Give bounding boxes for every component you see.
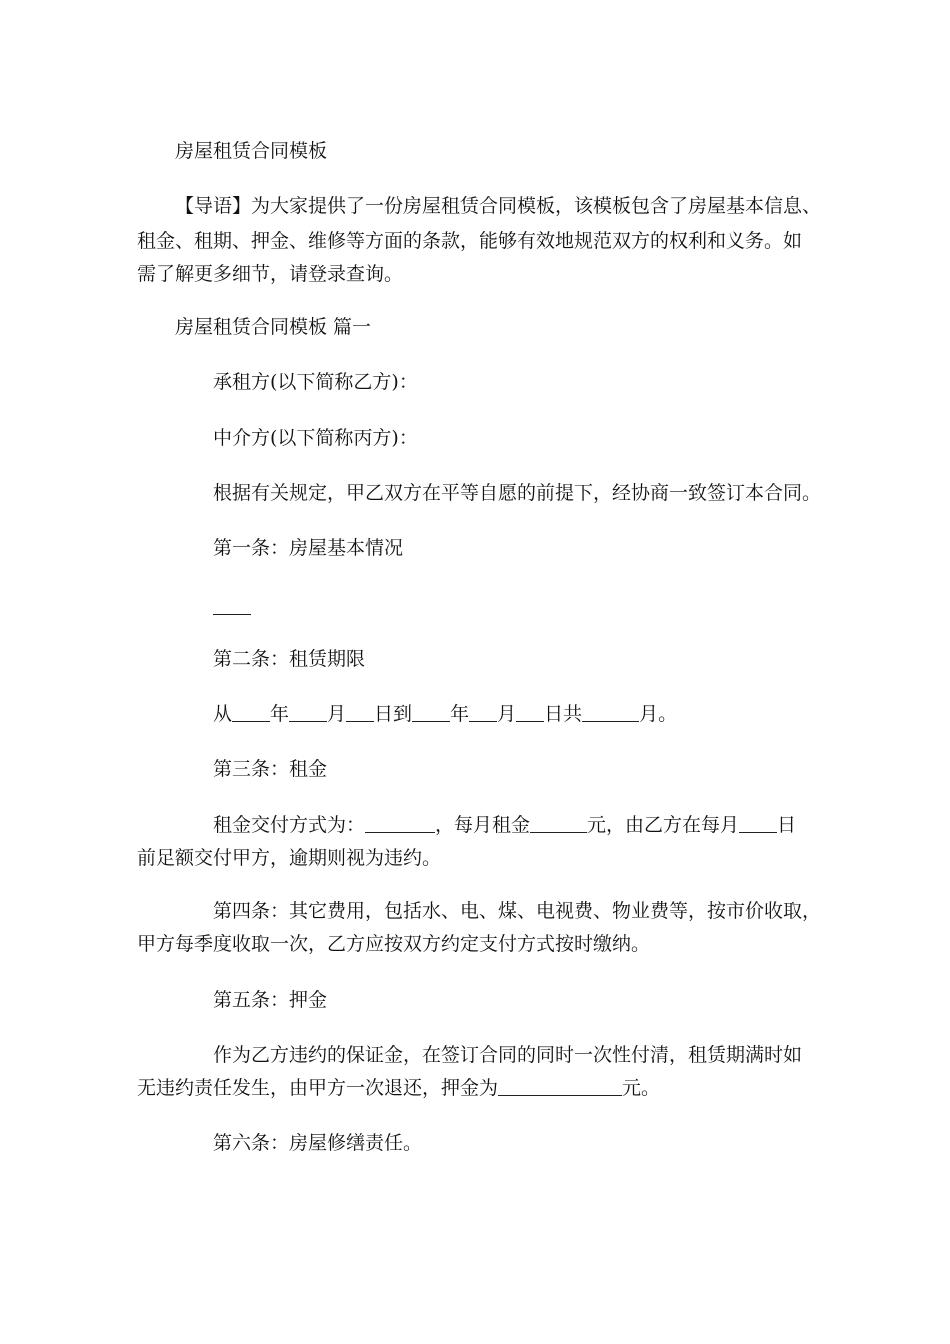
term-month1: 月 bbox=[327, 703, 347, 725]
rent-text-1: 租金交付方式为： bbox=[213, 814, 366, 836]
intro-line-2: 租金、租期、押金、维修等方面的条款，能够有效地规范双方的权利和义务。如 bbox=[137, 230, 803, 252]
blank-field bbox=[469, 702, 497, 722]
rent-text-2: ，每月租金 bbox=[435, 814, 531, 836]
term-day-to: 日到 bbox=[374, 703, 413, 725]
term-months-end: 月。 bbox=[639, 703, 678, 725]
party-b-line: 承租方(以下简称乙方)： bbox=[213, 371, 418, 393]
intro-line-1: 【导语】为大家提供了一份房屋租赁合同模板，该模板包含了房屋基本信息、 bbox=[175, 195, 822, 217]
document-title: 房屋租赁合同模板 bbox=[175, 140, 328, 162]
term-month2: 月 bbox=[497, 703, 517, 725]
rent-line-1 bbox=[213, 810, 796, 840]
article-2-heading: 第二条：租赁期限 bbox=[213, 648, 366, 670]
blank-field bbox=[530, 813, 587, 833]
deposit-line-1: 作为乙方违约的保证金，在签订合同的同时一次性付清，租赁期满时如 bbox=[213, 1044, 803, 1066]
article-1-heading: 第一条：房屋基本情况 bbox=[213, 537, 404, 559]
rent-text-4: 日 bbox=[777, 814, 797, 836]
blank-field bbox=[289, 702, 327, 722]
deposit-text-a: 无违约责任发生，由甲方一次退还，押金为 bbox=[137, 1077, 499, 1099]
article-4-line-2: 甲方每季度收取一次，乙方应按双方约定支付方式按时缴纳。 bbox=[137, 933, 651, 955]
preamble-line: 根据有关规定，甲乙双方在平等自愿的前提下，经协商一致签订本合同。 bbox=[213, 482, 822, 504]
term-year2: 年 bbox=[450, 703, 470, 725]
rent-line-2: 前足额交付甲方，逾期则视为违约。 bbox=[137, 847, 442, 869]
rent-text-3: 元，由乙方在每月 bbox=[587, 814, 740, 836]
blank-field bbox=[582, 702, 639, 722]
blank-field bbox=[213, 595, 251, 615]
blank-field bbox=[346, 702, 374, 722]
term-from: 从 bbox=[213, 703, 233, 725]
article-4-line-1: 第四条：其它费用，包括水、电、煤、电视费、物业费等，按市价收取， bbox=[213, 900, 822, 922]
article-3-heading: 第三条：租金 bbox=[213, 758, 328, 780]
section-heading: 房屋租赁合同模板 篇一 bbox=[175, 316, 372, 338]
term-line bbox=[213, 699, 677, 729]
term-day-total: 日共 bbox=[544, 703, 583, 725]
blank-field bbox=[232, 702, 270, 722]
blank-field bbox=[365, 813, 435, 833]
intro-line-3: 需了解更多细节，请登录查询。 bbox=[137, 263, 404, 285]
blank-field bbox=[739, 813, 777, 833]
article-5-heading: 第五条：押金 bbox=[213, 989, 328, 1011]
deposit-text-b: 元。 bbox=[622, 1077, 661, 1099]
blank-field bbox=[412, 702, 450, 722]
blank-field bbox=[498, 1076, 622, 1096]
term-year1: 年 bbox=[270, 703, 290, 725]
blank-field bbox=[516, 702, 544, 722]
article-1-blank bbox=[213, 592, 251, 622]
article-6-heading: 第六条：房屋修缮责任。 bbox=[213, 1132, 423, 1154]
party-c-line: 中介方(以下简称丙方)： bbox=[213, 427, 418, 449]
deposit-line-2 bbox=[137, 1073, 660, 1103]
